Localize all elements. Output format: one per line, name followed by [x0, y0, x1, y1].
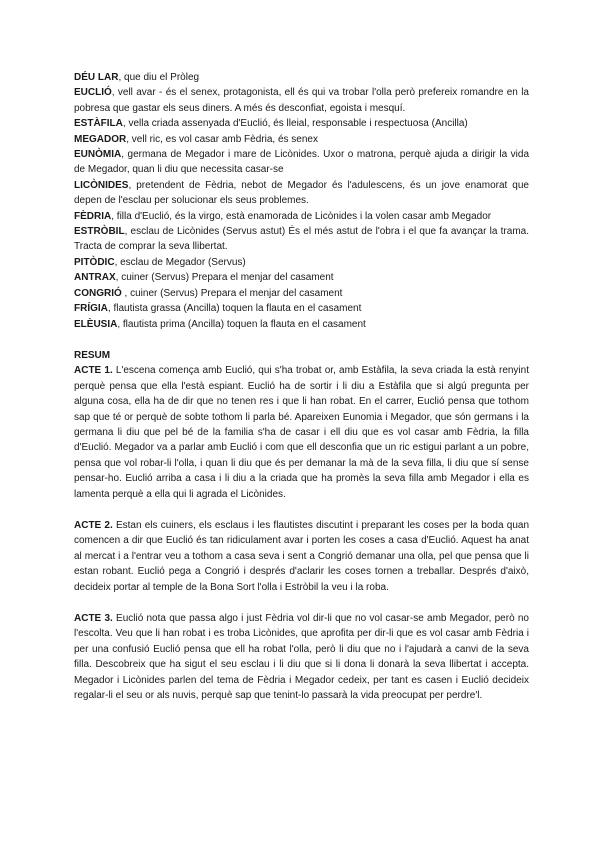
act-label: ACTE 1. [74, 365, 113, 377]
character-description: , esclau de Licònides (Servus astut) És el més astut de l'obra i el que fa avançar la trama. Tracta de comprar la seva llibertat. [74, 226, 529, 253]
character-name: FRÍGIA [74, 303, 108, 315]
character-name: FÈDRIA [74, 210, 112, 222]
character-description: , flautista prima (Ancilla) toquen la flauta en el casament [117, 318, 366, 330]
character-entry [74, 301, 529, 316]
character-description: , cuiner (Servus) Prepara el menjar del casament [115, 272, 334, 284]
character-name: ELÈUSIA [74, 318, 118, 330]
character-description: , vell avar - és el senex, protagonista, ell és qui va trobar l'olla però prefereix romandre en la pobresa que gastar els seus diners. A més és desconfiat, egoista i mesquí. [74, 87, 529, 114]
act-label: ACTE 2. [74, 519, 113, 531]
character-description: , esclau de Megador (Servus) [114, 256, 246, 268]
character-name: ESTRÒBIL [74, 226, 125, 238]
character-entry [74, 270, 529, 285]
character-description: , pretendent de Fèdria, nebot de Megador és l'adulescens, és un jove enamorat que depen de l'esclau per solucionar els seus problemes. [74, 179, 529, 207]
character-name: EUCLIÓ [74, 87, 112, 99]
character-entry [74, 70, 529, 85]
character-name: EUNÒMIA [74, 149, 122, 161]
summary-section [74, 363, 529, 703]
act-paragraph [74, 363, 529, 502]
character-name: ESTÀFILA [74, 118, 123, 130]
document-page [74, 70, 529, 703]
act-text: L'escena comença amb Euclió, qui s'ha trobat or, amb Estàfila, la seva criada la està renyint perquè pensa que ella l'està espiant. Euclió ha de sortir i li diu a Estàfila que si algú pregunta per alguna cosa, ella ha de dir que no tenen res i que li han robat. En el carrer, Euclió pensa que tothom sap que té or perquè de sobte tothom li parla bé. Apareixen Eunomia i Megador, que són germans i la germana li diu que pel bé de la familia s'ha de casar i ell diu que es vol casar amb Fèdria, la filla d'Euclió. Megador va a parlar amb Euclió i com que ell desconfia que un ric estigui parlant a un pobre, pensa que vol robar-li l'olla, i quan li diu que és per demanar la mà de la seva filla, li diu que sí sense pensar-ho. Euclió arriba a casa i li diu a la criada que ha promès la seva filla amb Megador i ella es lamenta perquè a ella qui li agrada el Licònides. [74, 365, 529, 500]
act-paragraph [74, 611, 529, 703]
character-name: LICÒNIDES [74, 179, 129, 191]
character-description: , cuiner (Servus) Prepara el menjar del casament [121, 287, 343, 299]
character-description: , vella criada assenyada d'Euclió, és lleial, responsable i respectuosa (Ancilla) [122, 118, 468, 130]
character-name: MEGADOR [74, 133, 127, 145]
character-entry [74, 209, 529, 224]
act-text: Estan els cuiners, els esclaus i les flautistes discutint i preparant les coses per la boda quan comencen a dir que Euclió és tan ridiculament avar i porten les coses a casa d'Euclió. Aquest ha anat al mercat i a l'entrar veu a tothom a casa seva i sent a Congrió demanar una olla, pel que pensa que li estan robant. Euclió pega a Congrió i després d'aclarir les coses tornen a treballar. Després d'això, decideix portar al temple de la Bona Sort l'olla i Estròbil la veu i la roba. [74, 519, 529, 593]
character-name: ANTRAX [74, 272, 116, 284]
character-entry [74, 178, 529, 209]
act-paragraph [74, 518, 529, 595]
character-description: , filla d'Euclió, és la virgo, està enamorada de Licònides i la volen casar amb Megador [111, 210, 492, 222]
character-entry [74, 317, 529, 332]
character-entry [74, 116, 529, 131]
act-label: ACTE 3. [74, 613, 113, 624]
character-entry [74, 85, 529, 116]
character-description: , que diu el Pròleg [118, 72, 200, 83]
character-list [74, 70, 529, 332]
character-name: DÉU LAR [74, 72, 119, 83]
character-entry [74, 132, 529, 147]
character-entry [74, 286, 529, 301]
character-entry [74, 255, 529, 270]
character-description: , vell ric, es vol casar amb Fèdria, és senex [126, 133, 318, 145]
summary-heading: RESUM [74, 349, 111, 361]
act-text: Euclió nota que passa algo i just Fèdria vol dir-li que no vol casar-se amb Megador, però no l'escolta. Veu que li han robat i es troba Licònides, que aprofita per dir-li que es vol casar amb Fèdria i per una confusió Euclió pensa que ell ha robat l'olla, però li diu que no i l'ajudarà a canvi de la seva filla. Descobreix que ha sigut el seu esclau i li diu que si li dona li donarà la seva llibertat i accepta. Megador i Licònides parlen del tema de Fèdria i Megador cedeix, per tant es casen i Euclió decideix regalar-li el seu or als nuvis, perquè sap que tenint-lo passarà la vida preocupat per perdre'l. [74, 613, 529, 702]
character-name: PITÒDIC [74, 256, 115, 268]
character-entry [74, 147, 529, 178]
character-description: , flautista grassa (Ancilla) toquen la flauta en el casament [107, 303, 362, 315]
character-entry [74, 224, 529, 255]
character-description: , germana de Megador i mare de Licònides. Uxor o matrona, perquè ajuda a dirigir la vida de Megador, quan li diu que necessita casar-se [74, 149, 529, 176]
character-name: CONGRIÓ [74, 287, 122, 299]
